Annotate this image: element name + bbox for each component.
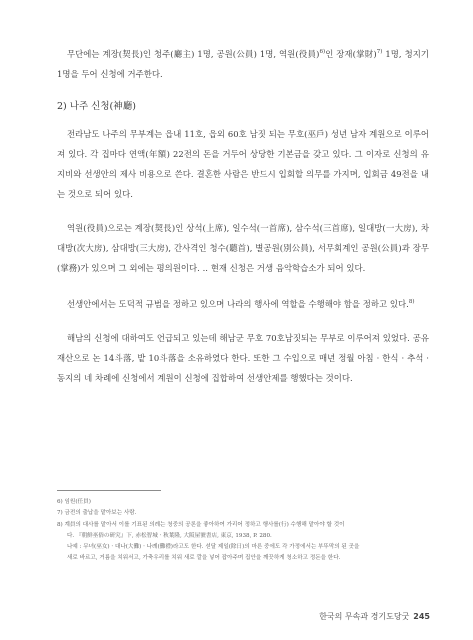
paragraph-text: 선생안에서는 도덕적 규범을 정하고 있으며 나라의 행사에 역할을 수행해야 함을 정하고 있다.	[67, 298, 409, 309]
paragraph-officers	[57, 42, 429, 84]
footnote-6: 6) 임원(任員)	[57, 499, 91, 505]
footnote-ref-6: 6)	[319, 49, 326, 55]
footnote-8-citation: 다. 『朝鮮巫俗の研究』下, 赤松智城 · 秋葉隆, 大阪屋號書店, 東京, 1938, P. 280.	[67, 532, 272, 539]
footnote-7: 7) 금전의 출납을 맡아보는 사람.	[57, 510, 137, 517]
paragraph-text: 1명, 청지기 1명을 두어 신청에 거주한다.	[57, 48, 430, 79]
footnote-ref-7: 7)	[376, 49, 383, 55]
paragraph-haenam: 해남의 신청에 대하여도 언급되고 있는데 해남군 무호 70호남짓되는 무부로 이루어져 있었다. 공유재산으로 논 14斗落, 밭 10斗落을 소유하였다 한다. 또한 그 수입으로 매년 정월 아침 · 한식 · 추석 · 동지의 네 차례에 신청에서 계원이 신청에 집합하여 선생안제를 행했다는 것이다.	[57, 332, 429, 383]
main-text	[57, 42, 429, 402]
footnote-divider	[57, 490, 161, 491]
paragraph-naju-association: 전라남도 나주의 무부계는 읍내 11호, 읍외 60호 남짓 되는 무호(巫戶) 성년 남자 계원으로 이루어져 있다. 각 집마다 연액(年額) 22전의 돈을 거두어 상당한 기본금을 갖고 있다. 그 이자로 신청의 유지비와 선생안의 제사 비용으로 쓴다. 결혼한 사람은 반드시 입회할 의무를 가지며, 입회금 49전을 내는 것으로 되어 있다.	[57, 128, 429, 199]
paragraph-text: 무단에는 계장(契長)인 청주(廳主) 1명, 공원(公員) 1명, 역원(役員)	[67, 48, 320, 59]
running-title: 한국의 무속과 경기도당굿	[319, 612, 410, 621]
page-footer	[300, 611, 430, 622]
footnote-8-note: 나예 : 무녀(巫女) · 대나(大儺) · 나례(儺禮)라고도 한다. 섣달 제일(除日)의 마른 중에도 각 가정에서는 부뚜막의 된 곳을	[67, 544, 360, 551]
footnote-ref-8: 8)	[408, 298, 415, 305]
paragraph-seonsaengan	[57, 292, 429, 314]
paragraph-roles: 역원(役員)으로는 계장(契長)인 상석(上席), 일수석(一首席), 삼수석(三首席), 일대방(一大房), 차대방(次大房), 삼대방(三大房), 간사격인 청수(聽首), 별공원(別公員), 서무회계인 공원(公員)과 장무(掌務)가 있으며 그 외에는 평의원이다. .. 현재 신청은 거생 음악학습소가 되어 있다.	[57, 222, 429, 273]
paragraph-text: 인 장재(掌財)	[325, 48, 377, 59]
footnote-8: 8) 계員의 대사를 맡아서 이를 기표된 의례는 청중의 공론을 좋아하여 가리어 정하고 행사를(行) 수행해 맡아야 할 것이	[57, 521, 345, 528]
section-heading: 2) 나주 신청(神廳)	[57, 100, 136, 112]
footnote-8-note-cont: 새로 바르고, 거름을 치워서고, 가축우리를 치워 새로 깔을 넣어 잡아주며 집안을 깨끗하게 청소하고 정돈을 한다.	[67, 555, 341, 562]
page-number: 245	[413, 612, 430, 621]
footnotes	[57, 497, 429, 565]
